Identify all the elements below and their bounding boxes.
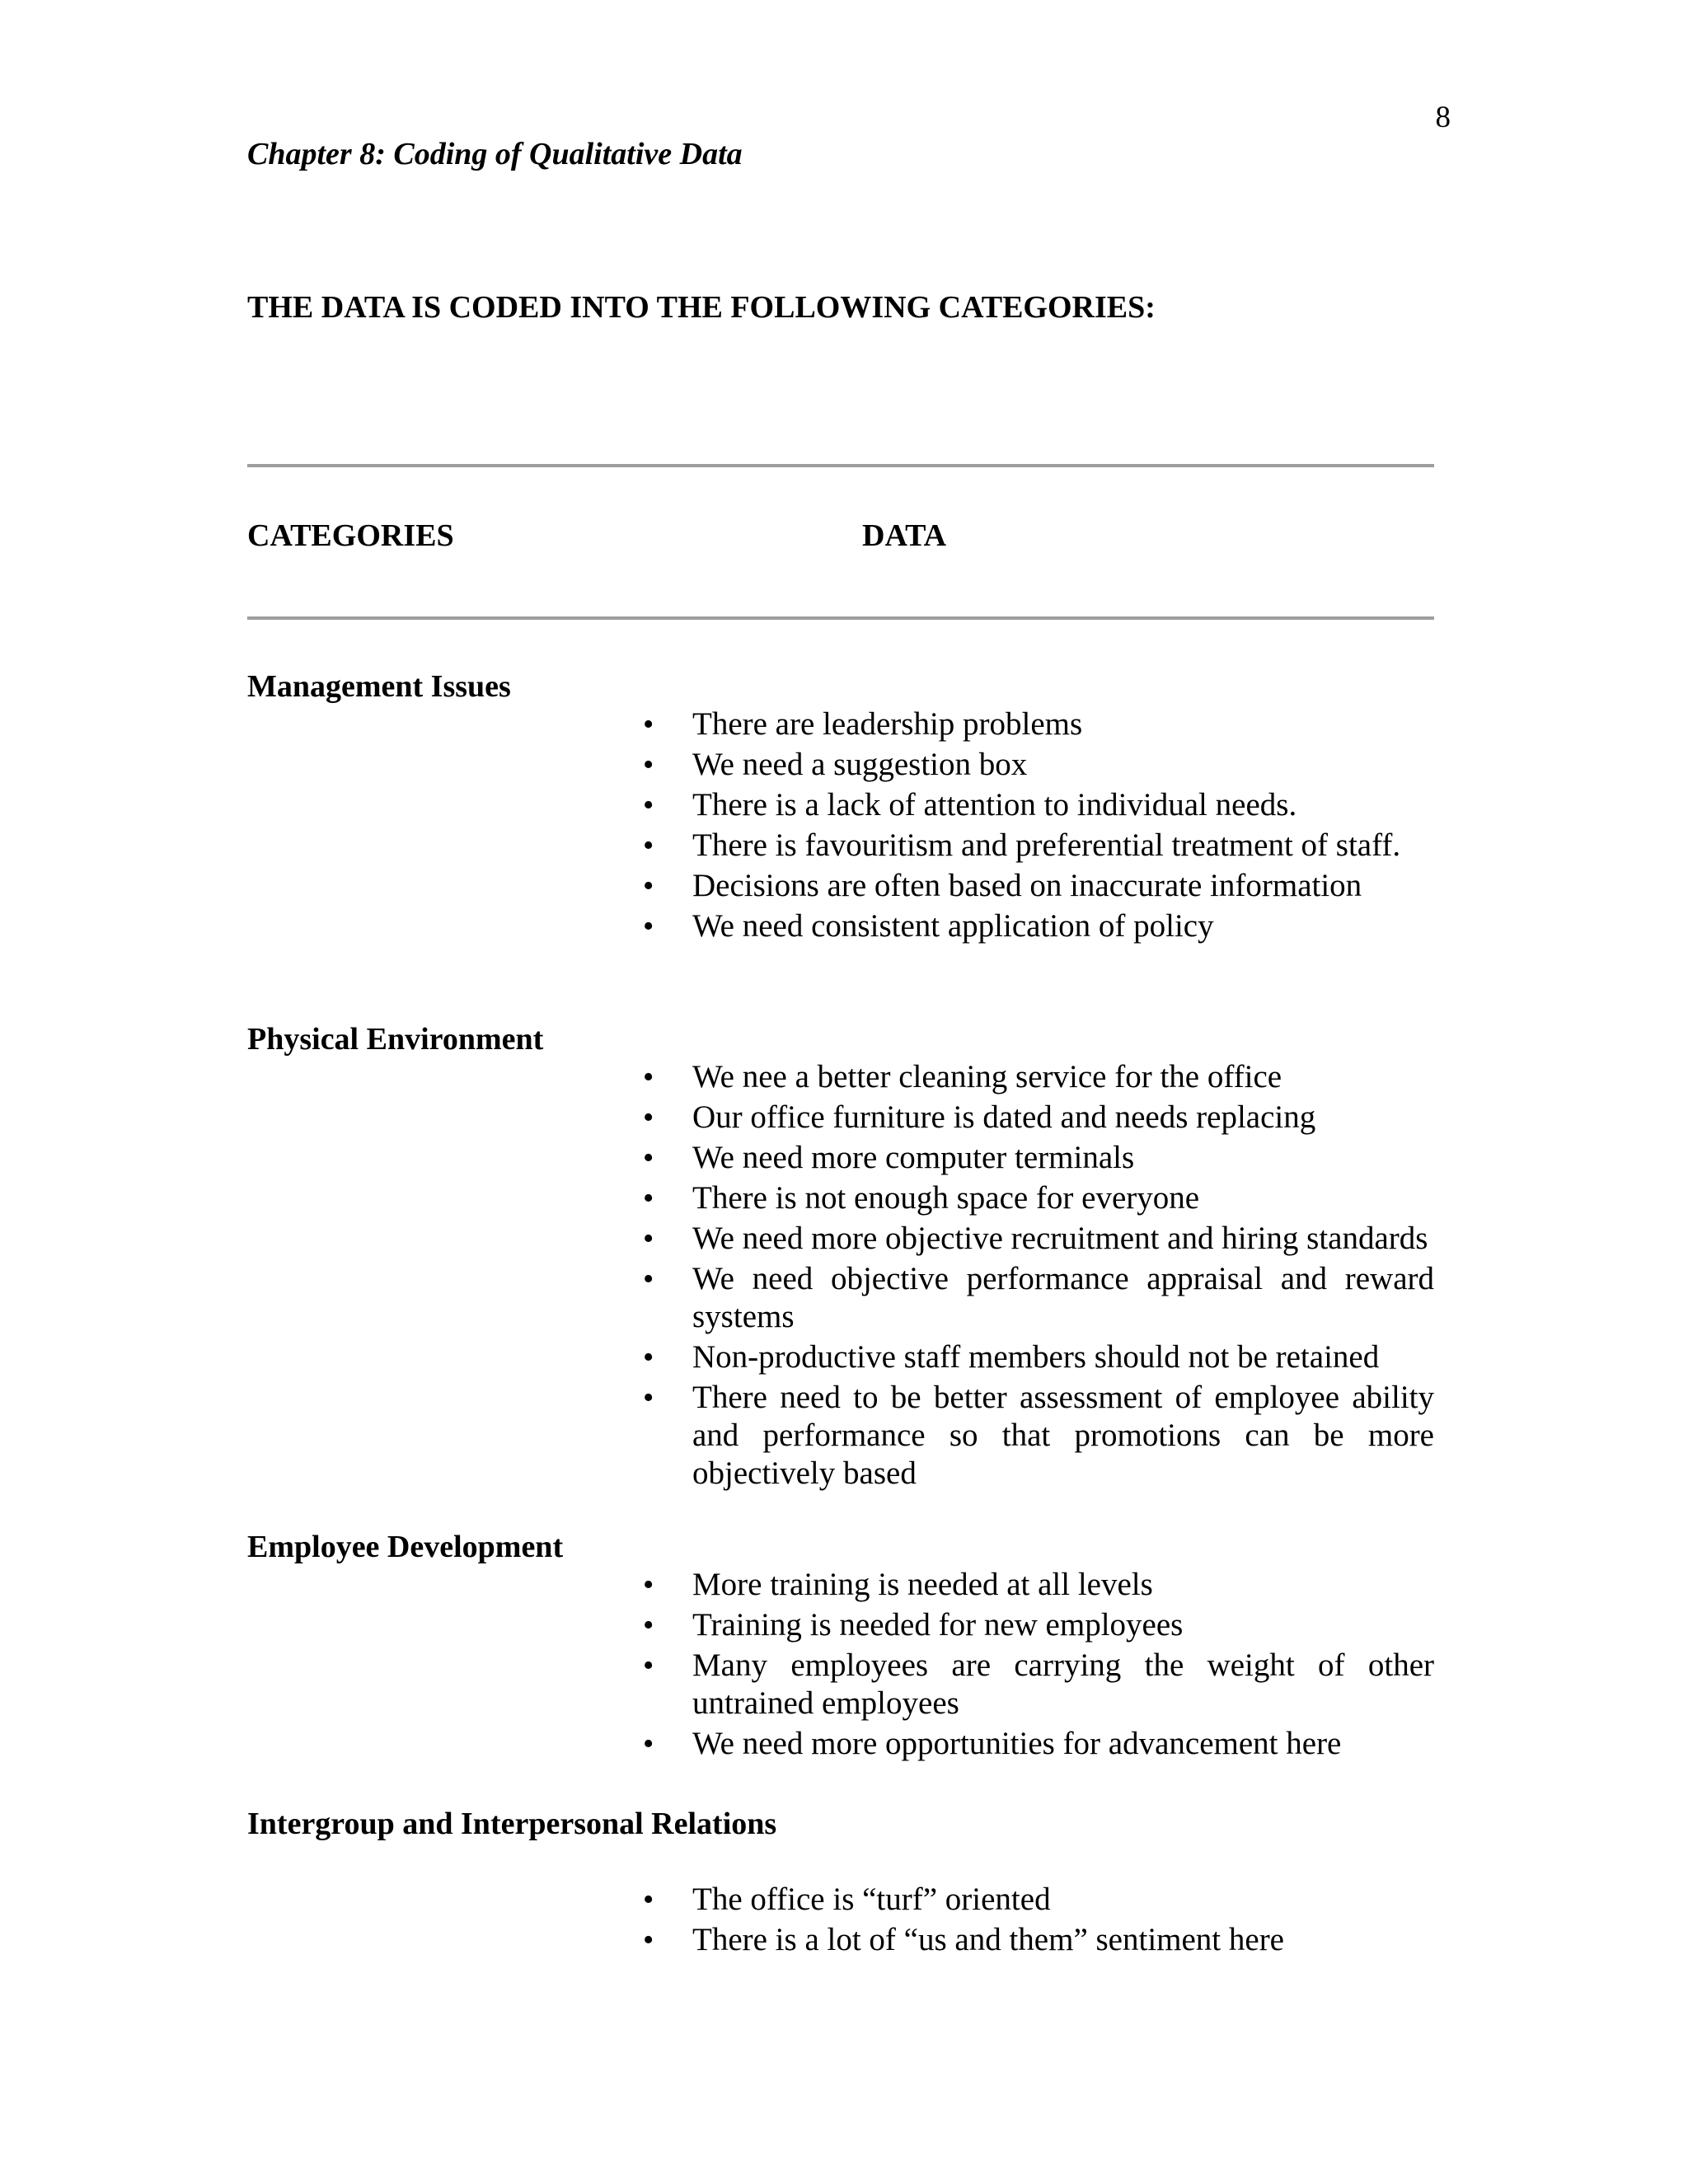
list-item: • Non-productive staff members should not be retained [643, 1338, 1434, 1376]
list-item: • There is not enough space for everyone [643, 1179, 1434, 1217]
category-label: Employee Development [247, 1530, 564, 1564]
list-item: • The office is “turf” oriented [643, 1881, 1434, 1919]
list-item: • We need more opportunities for advancement here [643, 1725, 1434, 1763]
list-item: • We need objective performance appraisal and reward systems [643, 1260, 1434, 1336]
data-list [643, 1566, 1434, 1765]
list-item: • There need to be better assessment of employee ability and performance so that promotions can be more objectively based [643, 1379, 1434, 1493]
list-item: • We need more objective recruitment and hiring standards [643, 1220, 1434, 1258]
list-item: • There is favouritism and preferential treatment of staff. [643, 827, 1434, 865]
category-label: Management Issues [247, 669, 511, 704]
data-list [643, 1058, 1434, 1495]
list-item: • Many employees are carrying the weight of other untrained employees [643, 1647, 1434, 1722]
table-header-bottom-rule [247, 616, 1434, 620]
category-label: Intergroup and Interpersonal Relations [247, 1807, 777, 1841]
list-item: • There is a lack of attention to individual needs. [643, 786, 1434, 824]
main-heading: THE DATA IS CODED INTO THE FOLLOWING CATEGORIES: [247, 290, 1156, 325]
data-list [643, 705, 1434, 948]
list-item: • We need a suggestion box [643, 746, 1434, 784]
chapter-title: Chapter 8: Coding of Qualitative Data [247, 137, 743, 171]
list-item: • We need consistent application of policy [643, 907, 1434, 945]
list-item: • We need more computer terminals [643, 1139, 1434, 1177]
page-number: 8 [1435, 101, 1451, 134]
data-list [643, 1881, 1434, 1961]
list-item: • There are leadership problems [643, 705, 1434, 743]
table-top-rule [247, 464, 1434, 467]
list-item: • Decisions are often based on inaccurate information [643, 867, 1434, 905]
list-item: • There is a lot of “us and them” sentiment here [643, 1921, 1434, 1959]
data-column-header: DATA [862, 518, 947, 553]
list-item: • We nee a better cleaning service for the office [643, 1058, 1434, 1096]
list-item: • More training is needed at all levels [643, 1566, 1434, 1604]
list-item: • Training is needed for new employees [643, 1606, 1434, 1644]
list-item: • Our office furniture is dated and needs replacing [643, 1099, 1434, 1137]
category-label: Physical Environment [247, 1022, 544, 1057]
categories-column-header: CATEGORIES [247, 518, 454, 553]
